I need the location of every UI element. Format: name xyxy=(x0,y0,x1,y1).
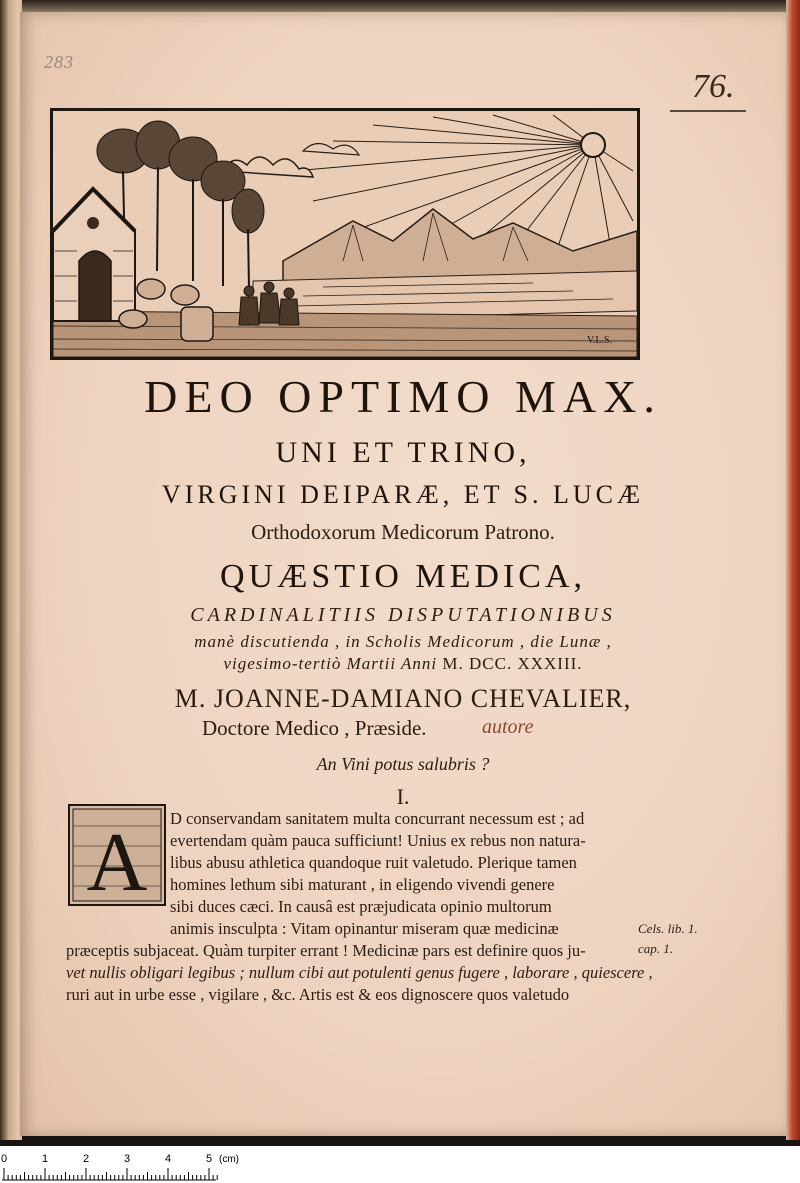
book-fore-edge xyxy=(786,0,800,1140)
ruler-svg xyxy=(0,1146,800,1183)
woodcut-svg xyxy=(53,111,637,357)
subtitle-date: vigesimo-tertiò Martii Anni xyxy=(223,654,443,673)
woodcut-signature: V.L.S. xyxy=(587,335,613,346)
ruler-unit: (cm) xyxy=(219,1154,239,1165)
sun-icon xyxy=(581,133,605,157)
section-number: I. xyxy=(396,784,410,809)
initial-ornament-svg xyxy=(70,806,164,904)
body-line-5: sibi duces cæci. In causâ est præjudicata opinio multorum xyxy=(170,897,552,916)
thesis-title: QUÆSTIO MEDICA, xyxy=(220,558,586,595)
subtitle-line-1: CARDINALITIIS DISPUTATIONIBUS xyxy=(190,604,616,626)
body-line-6: animis insculpta : Vitam opinantur miseram quæ medicinæ xyxy=(170,919,559,938)
thesis-question: An Vini potus salubris ? xyxy=(316,754,490,774)
dedication-line-1: DEO OPTIMO MAX. xyxy=(144,371,662,422)
decorated-initial xyxy=(68,804,166,906)
praeses-name: M. JOANNE-DAMIANO CHEVALIER, xyxy=(174,684,632,713)
subtitle-line-3 xyxy=(20,654,786,674)
dedication-line-3: VIRGINI DEIPARÆ, ET S. LUCÆ xyxy=(161,480,645,509)
body-line-1: D conservandam sanitatem multa concurrant necessum est ; ad xyxy=(170,809,585,828)
body-line-7: præceptis subjaceat. Quàm turpiter errant ! Medicinæ pars est definire quos ju- xyxy=(66,941,586,960)
ruler-label: 0 xyxy=(1,1153,8,1165)
woodcut-landscape-illustration xyxy=(50,108,640,360)
ruler-label: 3 xyxy=(124,1153,131,1165)
initial-letter: A xyxy=(86,816,148,904)
book-page xyxy=(20,12,786,1136)
dedication-line-2: UNI ET TRINO, xyxy=(275,436,531,469)
pencil-folio: 283 xyxy=(44,52,74,72)
scale-ruler xyxy=(0,1146,800,1183)
handwritten-annotation: autore xyxy=(482,716,534,738)
body-line-4: homines lethum sibi maturant , in eligendo vivendi genere xyxy=(170,875,555,894)
book-gutter xyxy=(0,0,22,1140)
ruler-label: 2 xyxy=(83,1153,90,1165)
ruler-label: 4 xyxy=(165,1153,172,1165)
body-line-2: evertendam quàm pauca sufficiunt! Unius ex rebus non natura- xyxy=(170,831,586,850)
subtitle-year: M. DCC. XXXIII. xyxy=(442,654,583,673)
dedication-line-4: Orthodoxorum Medicorum Patrono. xyxy=(251,520,555,544)
praeses-role: Doctore Medico , Præside. xyxy=(202,716,427,740)
subtitle-line-2: manè discutienda , in Scholis Medicorum , die Lunæ , xyxy=(194,632,612,651)
ink-folio: 76. xyxy=(692,68,735,105)
ruler-label: 5 xyxy=(206,1153,213,1165)
margin-note-2: cap. 1. xyxy=(638,941,674,956)
body-line-8: vet nullis obligari legibus ; nullum cibi aut potulenti genus fugere , laborare , quiescere , xyxy=(66,963,653,982)
body-line-3: libus abusu athletica quandoque ruit valetudo. Plerique tamen xyxy=(170,853,577,872)
folio-underline xyxy=(670,110,746,112)
ruler-label: 1 xyxy=(42,1153,49,1165)
body-line-9: ruri aut in urbe esse , vigilare , &c. Artis est & eos dignoscere quos valetudo xyxy=(66,985,570,1004)
margin-note-1: Cels. lib. 1. xyxy=(638,921,698,936)
